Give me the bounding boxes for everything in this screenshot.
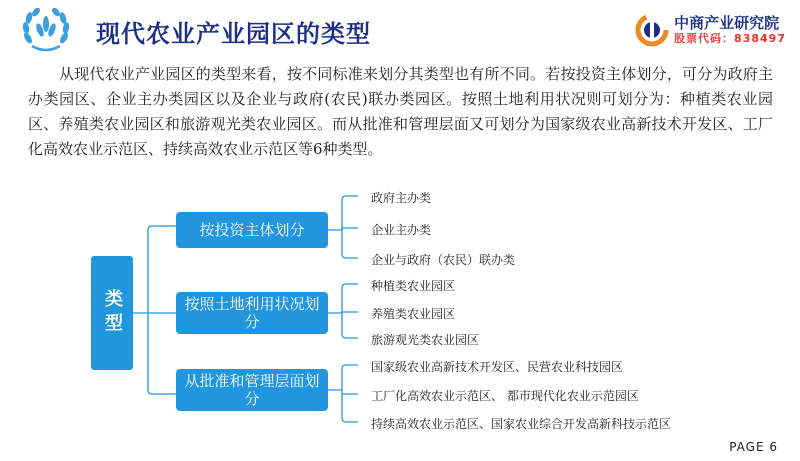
- cat2-connector: [328, 284, 358, 338]
- category-land-use: [176, 292, 328, 334]
- stock-code: 股票代码：838497: [674, 32, 786, 45]
- leaf-item: 政府主办类: [371, 191, 432, 205]
- cat1-connector: [328, 196, 358, 258]
- root-connector: [133, 226, 176, 394]
- slide-title: 现代农业产业园区的类型: [96, 20, 371, 48]
- page-number: PAGE 6: [729, 440, 778, 454]
- leaf-item: 国家级农业高新技术开发区、民营农业科技园区: [371, 360, 624, 374]
- leaf-item: 种植类农业园区: [371, 279, 456, 293]
- category-label: 从批准和管理层面划分: [184, 372, 320, 408]
- category-label: 按照土地利用状况划分: [184, 295, 320, 331]
- leaf-item: 工厂化高效农业示范区、 都市现代化农业示范园区: [371, 389, 639, 403]
- root-label: 类型: [102, 289, 123, 337]
- leaf-item: 企业主办类: [371, 223, 432, 237]
- brand-name: 中商产业研究院: [674, 14, 780, 32]
- root-node: [91, 256, 133, 370]
- category-approval: [176, 369, 328, 411]
- intro-paragraph: 从现代农业产业园区的类型来看，按不同标准来划分其类型也有所不同。若按投资主体划分，可分为政府主办类园区、企业主办类园区以及企业与政府(农民)联办类园区。按照土地利用状况则可划分为：种植类农业园区、养殖类农业园区和旅游观光类农业园区。而从批准和管理层面又可划分为国家级农业高新技术开发区、工厂化高效农业示范区、持续高效农业示范区等6种类型。: [28, 65, 773, 158]
- leaf-item: 持续高效农业示范区、国家农业综合开发高新科技示范区: [371, 417, 672, 431]
- leaf-item: 旅游观光类农业园区: [371, 333, 480, 347]
- leaf-item: 养殖类农业园区: [371, 307, 456, 321]
- category-label: 按投资主体划分: [199, 221, 305, 239]
- cat3-connector: [328, 365, 358, 422]
- leaf-item: 企业与政府（农民）联办类: [371, 253, 516, 267]
- category-investment: [176, 212, 328, 248]
